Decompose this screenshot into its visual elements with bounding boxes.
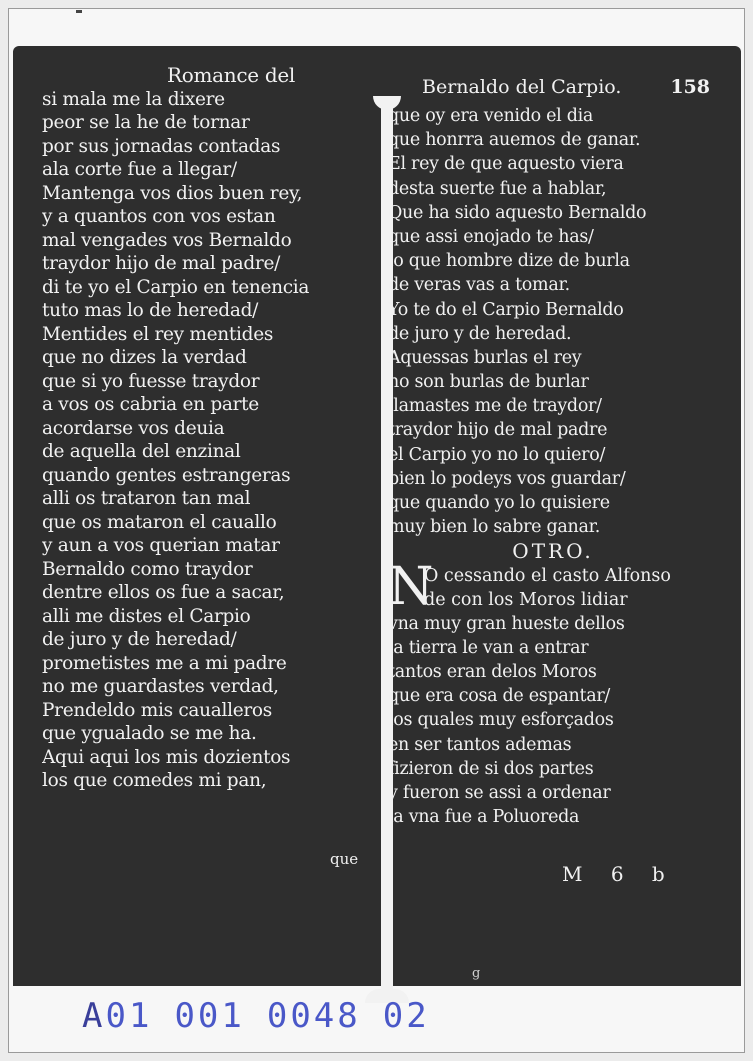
- folio-number: 158: [670, 76, 710, 98]
- stamp-segment: A: [82, 996, 106, 1036]
- text-line: de con los Moros lidiar: [424, 589, 628, 610]
- text-line: la tierra le van a entrar: [388, 637, 589, 658]
- text-line: Mantenga vos dios buen rey,: [42, 182, 303, 204]
- text-line: peor se la he de tornar: [42, 112, 250, 133]
- text-line: alli me distes el Carpio: [42, 605, 251, 627]
- text-line: en ser tantos ademas: [388, 734, 572, 755]
- text-line: acordarse vos deuia: [42, 417, 225, 439]
- text-line: vna muy gran hueste dellos: [388, 613, 625, 634]
- text-line: el Carpio yo no lo quiero/: [388, 444, 606, 465]
- text-line: Aqui aqui los mis dozientos: [42, 746, 291, 768]
- text-line: por sus jornadas contadas: [42, 135, 281, 157]
- drop-cap-block: [388, 556, 718, 617]
- text-line: Prendeldo mis caualleros: [42, 699, 272, 721]
- left-running-head: Romance del: [167, 64, 295, 87]
- signature-mark: M 6 b: [562, 862, 667, 886]
- stamp-segment: 01: [105, 996, 153, 1036]
- gutter-mark: g: [472, 966, 481, 981]
- text-line: de juro y de heredad/: [42, 629, 237, 650]
- text-line: que si yo fuesse traydor: [42, 370, 260, 392]
- text-line: prometistes me a mi padre: [42, 652, 287, 674]
- stamp-segment: 0048: [266, 996, 361, 1036]
- drop-cap-letter: N: [388, 556, 434, 617]
- text-line: a vos os cabria en parte: [42, 394, 259, 415]
- text-line: O cessando el casto Alfonso: [424, 565, 671, 586]
- text-line: que assi enojado te has/: [388, 226, 594, 247]
- text-line: tuto mas lo de heredad/: [42, 300, 259, 321]
- text-line: de aquella del enzinal: [42, 441, 241, 462]
- archive-stamp: [82, 996, 452, 1036]
- right-text-lines-after: [388, 612, 718, 830]
- text-line: y a quantos con vos estan: [42, 206, 276, 227]
- text-line: Aquessas burlas el rey: [388, 347, 582, 368]
- text-line: no me guardastes verdad,: [42, 676, 279, 697]
- text-line: Mentides el rey mentides: [42, 323, 274, 345]
- text-line: traydor hijo de mal padre: [388, 420, 608, 441]
- right-page-column: [388, 76, 718, 829]
- text-line: la vna fue a Poluoreda: [388, 807, 580, 828]
- text-line: El rey de que aquesto viera: [388, 154, 624, 175]
- text-line: de veras vas a tomar.: [388, 275, 570, 296]
- text-line: di te yo el Carpio en tenencia: [42, 276, 310, 298]
- section-title: OTRO.: [512, 539, 594, 564]
- text-line: que quando yo lo quisiere: [388, 493, 610, 513]
- text-line: mal vengades vos Bernaldo: [42, 229, 292, 251]
- text-line: traydor hijo de mal padre/: [42, 253, 281, 274]
- text-line: de juro y de heredad.: [388, 323, 572, 344]
- text-line: bien lo podeys vos guardar/: [388, 468, 626, 489]
- text-line: alli os trataron tan mal: [42, 488, 251, 509]
- text-line: y fueron se assi a ordenar: [388, 782, 611, 803]
- text-line: quando gentes estrangeras: [42, 464, 291, 486]
- text-line: lo que hombre dize de burla: [388, 251, 630, 272]
- text-line: Bernaldo como traydor: [42, 558, 253, 580]
- text-line: tantos eran delos Moros: [388, 661, 597, 682]
- text-line: Yo te do el Carpio Bernaldo: [388, 299, 624, 320]
- text-line: que no dizes la verdad: [42, 347, 247, 368]
- text-line: que oy era venido el dia: [388, 106, 594, 126]
- stamp-segment: 02: [382, 996, 430, 1036]
- right-running-head-row: [388, 76, 718, 104]
- text-line: que ygualado se me ha.: [42, 723, 257, 744]
- text-line: desta suerte fue a hablar,: [388, 178, 607, 199]
- right-text-lines: [388, 104, 718, 539]
- catchword: que: [330, 850, 359, 868]
- text-line: y aun a vos querian matar: [42, 535, 280, 556]
- stamp-segment: 001: [174, 996, 245, 1036]
- drop-cap-lines: [424, 564, 718, 612]
- text-line: dentre ellos os fue a sacar,: [42, 582, 285, 603]
- text-line: no son burlas de burlar: [388, 372, 589, 393]
- text-line: los quales muy esforçados: [388, 710, 614, 731]
- text-line: muy bien lo sabre ganar.: [388, 517, 601, 538]
- text-line: Que ha sido aquesto Bernaldo: [388, 202, 647, 223]
- text-line: que os mataron el cauallo: [42, 511, 277, 533]
- right-running-head: Bernaldo del Carpio.: [422, 76, 622, 98]
- text-line: que honrra auemos de ganar.: [388, 130, 641, 151]
- left-page-column: [42, 64, 360, 793]
- text-line: fizieron de si dos partes: [388, 758, 594, 779]
- text-line: los que comedes mi pan,: [42, 770, 267, 791]
- text-line: llamastes me de traydor/: [388, 396, 602, 417]
- left-text-lines: [42, 88, 360, 793]
- scan-mark: [76, 10, 82, 13]
- text-line: si mala me la dixere: [42, 88, 225, 110]
- text-line: que era cosa de espantar/: [388, 686, 611, 707]
- text-line: ala corte fue a llegar/: [42, 159, 237, 180]
